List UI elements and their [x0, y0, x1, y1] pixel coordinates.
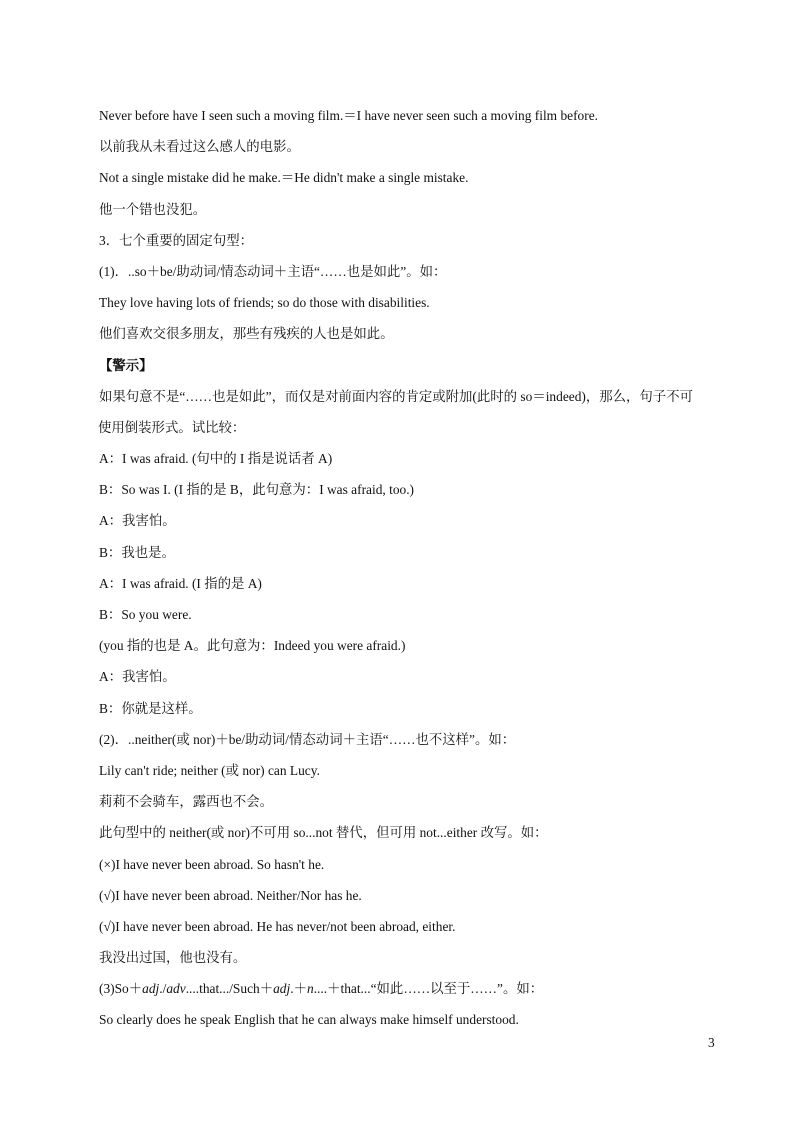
pattern-text: ....＋that...“如此……以至于……”。如：: [313, 981, 544, 997]
correct-example: (√)I have never been abroad. He has never/not been abroad, either.: [99, 918, 456, 934]
pattern-heading: [99, 973, 724, 1004]
example-sentence: They love having lots of friends; so do those with disabilities.: [99, 295, 430, 311]
pattern-text: ./: [159, 981, 167, 997]
example-sentence: Lily can't ride; neither (或 nor) can Lucy.: [99, 762, 320, 778]
translation: 以前我从未看过这么感人的电影。: [99, 139, 300, 155]
dialogue-line: B：So was I. (I 指的是 B，此句意为：I was afraid, too.): [99, 482, 415, 498]
translation: 他一个错也没犯。: [99, 201, 207, 217]
pattern-text: ....that.../Such＋: [185, 981, 274, 997]
pattern-italic-n: n: [306, 981, 314, 997]
pattern-italic-adj: adj: [273, 981, 291, 997]
correct-example: (√)I have never been abroad. Neither/Nor has he.: [99, 887, 362, 903]
pattern-italic-adj: adj: [142, 981, 160, 997]
pattern-text: (3)So＋: [99, 981, 143, 997]
warning-text-line-1: 如果句意不是“……也是如此”，而仅是对前面内容的肯定或附加(此时的 so＝indeed)，那么，句子不可: [99, 388, 693, 404]
dialogue-line: A：I was afraid. (句中的 I 指是说话者 A): [99, 451, 333, 467]
dialogue-line: B：我也是。: [99, 544, 175, 560]
example-sentence: Not a single mistake did he make.＝He didn't make a single mistake.: [99, 170, 469, 186]
example-sentence: Never before have I seen such a moving film.＝I have never seen such a moving film before.: [99, 108, 598, 123]
dialogue-note: (you 指的也是 A。此句意为：Indeed you were afraid.): [99, 638, 406, 654]
page-content: [99, 100, 724, 1036]
example-sentence: So clearly does he speak English that he can always make himself understood.: [99, 1012, 519, 1028]
page-number: 3: [708, 1035, 715, 1050]
dialogue-line: A：我害怕。: [99, 669, 176, 685]
pattern-heading: (1)．..so＋be/助动词/情态动词＋主语“……也是如此”。如：: [99, 263, 447, 279]
translation: 我没出过国，他也没有。: [99, 950, 247, 966]
wrong-example: (×)I have never been abroad. So hasn't he.: [99, 856, 325, 872]
pattern-text: .＋: [290, 981, 307, 997]
warning-text-line-2: 使用倒装形式。试比较：: [98, 419, 246, 435]
translation: 他们喜欢交很多朋友，那些有残疾的人也是如此。: [99, 326, 394, 342]
pattern-italic-adv: adv: [166, 981, 186, 997]
section-heading: 3．七个重要的固定句型：: [99, 232, 253, 248]
dialogue-line: A：I was afraid. (I 指的是 A): [99, 575, 262, 591]
dialogue-line: A：我害怕。: [99, 513, 176, 529]
pattern-heading: (2)．..neither(或 nor)＋be/助动词/情态动词＋主语“……也不这样”。如：: [99, 731, 516, 747]
warning-label: 【警示】: [99, 357, 153, 373]
dialogue-line: B：你就是这样。: [99, 700, 202, 716]
dialogue-line: B：So you were.: [99, 607, 192, 622]
translation: 莉莉不会骑车，露西也不会。: [99, 794, 274, 810]
explanation-text: 此句型中的 neither(或 nor)不可用 so...not 替代，但可用 not...either 改写。如：: [99, 825, 548, 841]
